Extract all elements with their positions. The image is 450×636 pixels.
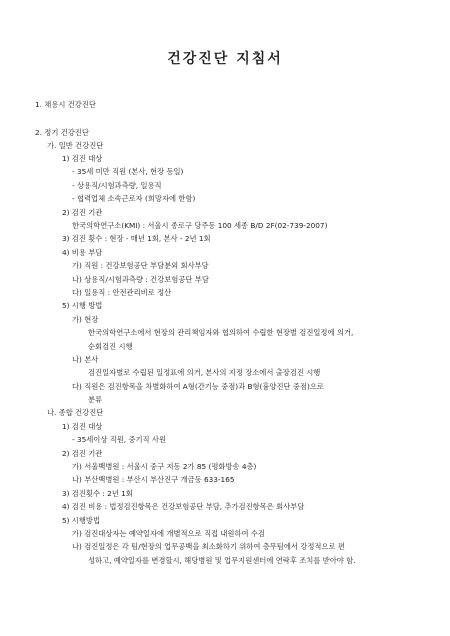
document-line-item-frequency: 3) 검진횟수 : 2년 1회 xyxy=(62,489,133,498)
document-line-item-cost: 4) 비용 부담 xyxy=(62,248,103,257)
document-line-item-sub: 다) 일용직 : 안전관리비로 정산 xyxy=(72,288,172,297)
document-line-item-method: 5) 시행 방법 xyxy=(62,301,103,310)
document-line-item-text: 분류 xyxy=(88,395,103,404)
document-line-item-bullet: - 35세이상 직원, 중기직 사원 xyxy=(72,435,167,444)
document-line-subheading-na: 나. 종합 건강진단 xyxy=(47,408,104,417)
document-line-item-institution: 2) 검진 기관 xyxy=(62,208,103,217)
document-line-heading-2: 2. 정기 건강진단 xyxy=(35,128,89,137)
document-line-item-bullet: - 협력업체 소속근로자 (희망자에 한함) xyxy=(72,194,196,203)
document-line-item-sub: 다) 직원은 검진항목을 차별화하여 A형(간기능 중점)과 B형(흉양진단 중점)으로 xyxy=(72,382,324,391)
document-line-item-sub: 나) 상용직/시험과측량 : 건강보험공단 부담 xyxy=(72,275,209,284)
document-line-item-institution: 2) 검진 기관 xyxy=(62,449,103,458)
document-line-item-bullet: - 상용직/시험과측량, 일용직 xyxy=(72,181,162,190)
document-line-item-text: 순회검진 시행 xyxy=(88,342,133,351)
document-line-item-method: 5) 시행방법 xyxy=(62,516,101,525)
document-line-item-sub: 가) 검진대상자는 예약일자에 개별적으로 직접 내원하여 수검 xyxy=(72,529,265,538)
document-line-item-target: 1) 검진 대상 xyxy=(62,422,103,431)
document-title: 건강진단 지침서 xyxy=(167,51,283,67)
document-line-item-sub: 나) 본사 xyxy=(72,355,99,364)
document-line-heading-1: 1. 채용시 건강진단 xyxy=(35,100,96,109)
document-line-item-sub: 나) 부산백병원 : 부산시 부산진구 개금동 633-165 xyxy=(72,475,235,484)
document-line-item-sub: 가) 현장 xyxy=(72,315,99,324)
document-line-item-sub: 나) 검진일정은 각 팀/현장의 업무공백을 최소화하기 위하여 층무팀에서 강정적으로 편 xyxy=(72,542,345,551)
document-line-item-text: 한국의학연구소(KMI) : 서울시 종로구 당주동 100 세종 B/D 2F(02-739-2007) xyxy=(72,221,328,230)
document-line-item-target: 1) 검진 대상 xyxy=(62,154,103,163)
document-line-item-sub: 가) 직원 : 건강보험공단 부담분외 회사부담 xyxy=(72,261,209,270)
document-line-item-text: 검진일자별로 수립된 일정표에 의거, 본사의 지정 장소에서 출장검진 시행 xyxy=(88,368,321,377)
document-line-item-sub: 가) 서울백병원 : 서울시 중구 저동 2가 85 (평화방송 4층) xyxy=(72,462,257,471)
document-line-item-frequency: 3) 검진 횟수 : 현장 - 매년 1회, 본사 - 2년 1회 xyxy=(62,234,211,243)
document-line-subheading-ga: 가. 일반 건강진단 xyxy=(47,141,104,150)
document-line-item-cost: 4) 검진 비용 : 법정검진항목은 건강보험공단 부담, 추가검진항목은 회사부담 xyxy=(62,502,305,511)
document-line-item-bullet: - 35세 미만 직원 (본사, 현장 동일) xyxy=(72,167,184,176)
document-line-item-text: 한국의학연구소에서 현장의 관리책임자와 협의하여 수립한 현장별 검진일정에 의거, xyxy=(88,328,354,337)
document-line-item-text: 성하고, 예약일자를 변경할시, 해당병원 및 업무지원센터에 연락후 조치를 받아야 함. xyxy=(88,556,356,565)
